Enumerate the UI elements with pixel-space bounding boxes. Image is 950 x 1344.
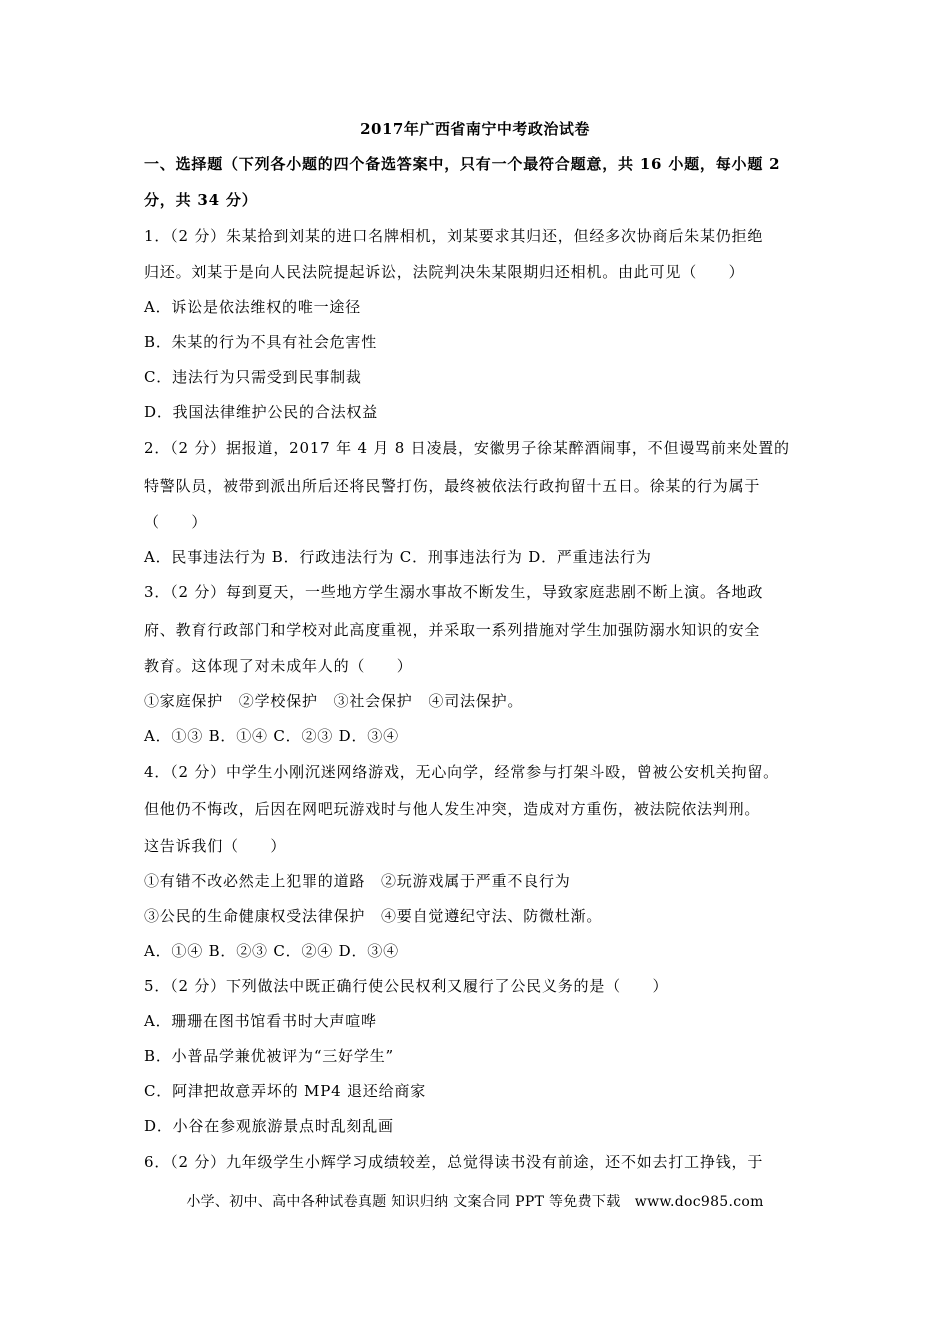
question-4-options: A．①④ B．②③ C．②④ D．③④ — [144, 942, 399, 960]
question-1-option-b: B．朱某的行为不具有社会危害性 — [144, 333, 378, 351]
question-2-stem-cont: 特警队员，被带到派出所后还将民警打伤，最终被依法行政拘留十五日。徐某的行为属于 — [144, 477, 761, 495]
section-heading: 一、选择题（下列各小题的四个备选答案中，只有一个最符合题意，共 16 小题，每小题 2 — [144, 155, 781, 173]
question-5-option-a: A．珊珊在图书馆看书时大声喧哗 — [144, 1012, 377, 1030]
question-5-option-c: C．阿津把故意弄坏的 MP4 退还给商家 — [144, 1082, 427, 1100]
page-title: 2017年广西省南宁中考政治试卷 — [360, 120, 590, 138]
question-1-stem: 1．（2 分）朱某拾到刘某的进口名牌相机，刘某要求其归还，但经多次协商后朱某仍拒绝 — [144, 227, 764, 245]
question-1-option-c: C．违法行为只需受到民事制裁 — [144, 368, 362, 386]
question-5-option-d: D．小谷在参观旅游景点时乱刻乱画 — [144, 1117, 394, 1135]
question-2-blank: （ ） — [144, 513, 208, 531]
question-3-stem: 3．（2 分）每到夏天，一些地方学生溺水事故不断发生，导致家庭悲剧不断上演。各地政 — [144, 583, 764, 601]
question-4-statements: ①有错不改必然走上犯罪的道路 ②玩游戏属于严重不良行为 — [144, 872, 571, 890]
question-1-option-d: D．我国法律维护公民的合法权益 — [144, 403, 379, 421]
question-3-statements: ①家庭保护 ②学校保护 ③社会保护 ④司法保护。 — [144, 692, 524, 710]
question-1-option-a: A．诉讼是依法维权的唯一途径 — [144, 298, 362, 316]
question-3-options: A．①③ B．①④ C．②③ D．③④ — [144, 727, 399, 745]
question-6-stem: 6．（2 分）九年级学生小辉学习成绩较差，总觉得读书没有前途，还不如去打工挣钱，于 — [144, 1153, 764, 1171]
question-5-stem: 5．（2 分）下列做法中既正确行使公民权利又履行了公民义务的是（ ） — [144, 977, 669, 995]
question-4-stem-cont: 这告诉我们（ ） — [144, 837, 287, 855]
question-1-stem-cont: 归还。刘某于是向人民法院提起诉讼，法院判决朱某限期归还相机。由此可见（ ） — [144, 263, 745, 281]
question-5-option-b: B．小普品学兼优被评为“三好学生” — [144, 1047, 394, 1065]
question-3-stem-cont: 教育。这体现了对未成年人的（ ） — [144, 657, 413, 675]
question-4-stem: 4．（2 分）中学生小刚沉迷网络游戏，无心向学，经常参与打架斗殴，曾被公安机关拘留。 — [144, 763, 779, 781]
question-4-stem-cont: 但他仍不悔改，后因在网吧玩游戏时与他人发生冲突，造成对方重伤，被法院依法判刑。 — [144, 800, 761, 818]
question-2-options: A．民事违法行为 B．行政违法行为 C．刑事违法行为 D．严重违法行为 — [144, 548, 652, 566]
section-heading-cont: 分，共 34 分） — [144, 191, 258, 209]
question-4-statements-cont: ③公民的生命健康权受法律保护 ④要自觉遵纪守法、防微杜渐。 — [144, 907, 603, 925]
question-2-stem: 2．（2 分）据报道，2017 年 4 月 8 日凌晨，安徽男子徐某醉酒闹事，不但谩骂前来处置的 — [144, 439, 790, 457]
page-footer: 小学、初中、高中各种试卷真题 知识归纳 文案合同 PPT 等免费下载 www.doc985.com — [186, 1194, 764, 1210]
question-3-stem-cont: 府、教育行政部门和学校对此高度重视，并采取一系列措施对学生加强防溺水知识的安全 — [144, 621, 761, 639]
